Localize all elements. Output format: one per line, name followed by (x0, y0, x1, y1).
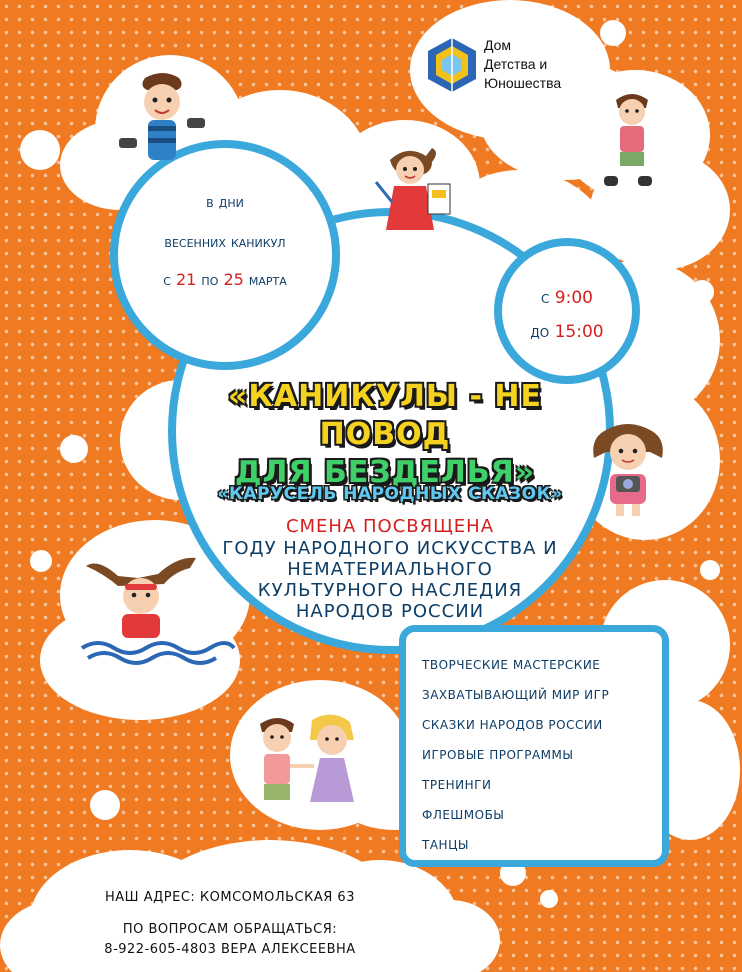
activity-item: ФЛЕШМОБЫ (422, 808, 505, 822)
boy-dumbbells-illustration (115, 68, 210, 173)
logo-line-1: Дом (484, 37, 512, 53)
girl-camera-illustration (588, 418, 668, 520)
footer-contact-label: ПО ВОПРОСАМ ОБРАЩАТЬСЯ: (122, 922, 338, 937)
time-from-prefix: с (541, 288, 550, 308)
dedication-line-4: НАРОДОВ РОССИИ (295, 601, 485, 622)
dates-to: 25 (223, 270, 244, 289)
activity-item: ЗАХВАТЫВАЮЩИЙ МИР ИГР (422, 688, 610, 702)
dates-circle (110, 140, 340, 370)
boy-jumping-illustration (598, 88, 668, 193)
main-title (175, 378, 595, 492)
subtitle: «КАРУСЕЛЬ НАРОДНЫХ СКАЗОК» (217, 484, 563, 504)
logo-line-3: Юношества (484, 75, 562, 91)
time-from-value: 9:00 (554, 288, 593, 308)
logo-line-2: Детства и (484, 56, 548, 72)
logo-text (484, 36, 594, 93)
activity-item: ИГРОВЫЕ ПРОГРАММЫ (422, 748, 574, 762)
time-to-prefix: до (530, 322, 550, 342)
dates-line-3 (120, 270, 330, 289)
address-value: КОМСОМОЛЬСКАЯ 63 (199, 890, 355, 905)
footer-contact-value: 8-922-605-4803 ВЕРА АЛЕКСЕЕВНА (104, 942, 356, 957)
two-kids-illustration (250, 710, 370, 830)
footer-address (60, 890, 400, 905)
dates-prefix: с (163, 270, 171, 289)
dedication-line-3: КУЛЬТУРНОГО НАСЛЕДИЯ (257, 580, 523, 601)
dates-mid: по (201, 270, 219, 289)
dedication-heading: СМЕНА ПОСВЯЩЕНА (285, 516, 495, 537)
dedication-line-2: НЕМАТЕРИАЛЬНОГО (287, 559, 493, 580)
activity-item: СКАЗКИ НАРОДОВ РОССИИ (422, 718, 603, 732)
activities-panel (399, 625, 669, 867)
logo (420, 22, 590, 118)
main-title-line-2: ДЛЯ БЕЗДЕЛЬЯ» (234, 455, 536, 490)
main-title-line-1: «КАНИКУЛЫ - НЕ ПОВОД (228, 379, 542, 452)
address-label: НАШ АДРЕС: (105, 890, 196, 905)
activity-item: ТРЕНИНГИ (422, 778, 492, 792)
time-circle (494, 238, 640, 384)
dates-from: 21 (175, 270, 197, 289)
dates-line-2: весенних каникул (164, 232, 286, 251)
dedication-line-1: ГОДУ НАРОДНОГО ИСКУССТВА И (222, 538, 558, 559)
time-from (500, 288, 634, 308)
dates-line-1: в дни (206, 192, 244, 211)
time-to (500, 322, 634, 342)
dates-month: марта (248, 270, 287, 289)
logo-mark-icon (426, 36, 478, 94)
time-to-value: 15:00 (554, 322, 604, 342)
activity-item: ТВОРЧЕСКИЕ МАСТЕРСКИЕ (422, 658, 601, 672)
activity-item: ТАНЦЫ (422, 838, 469, 852)
girl-painter-illustration (372, 142, 457, 237)
dedication-body (190, 538, 590, 622)
